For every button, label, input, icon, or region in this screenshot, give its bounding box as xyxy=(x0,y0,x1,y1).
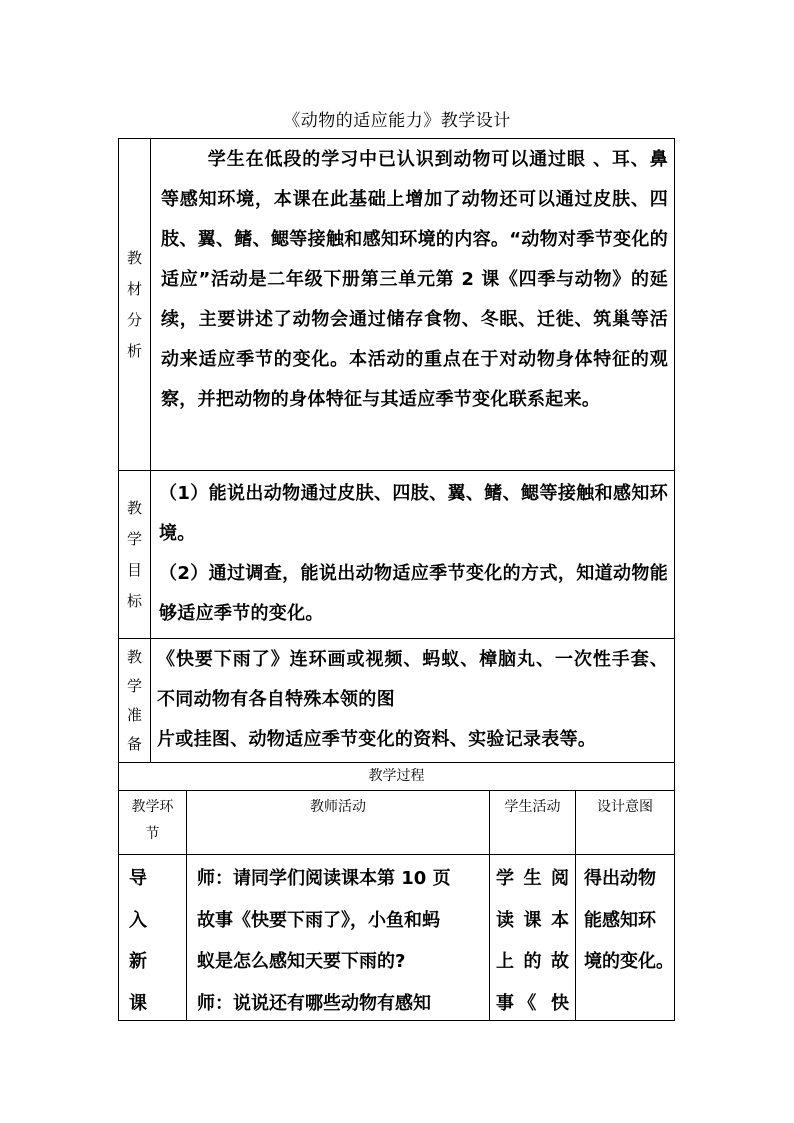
header-teacher: 教师活动 xyxy=(310,799,366,815)
row-divider xyxy=(118,854,675,855)
document-title: 《动物的适应能力》教学设计 xyxy=(283,111,511,131)
label-char: 教 xyxy=(126,248,142,267)
stage-char: 新 xyxy=(129,951,147,972)
materials-content xyxy=(151,140,674,470)
goal-item-2: （2）通过调查，能说出动物适应季节变化的方式，知道动物能够适应季节的变化。 xyxy=(159,563,668,624)
stage-char: 导 xyxy=(129,868,147,889)
preparation-line-2: 片或挂图、动物适应季节变化的资料、实验记录表等。 xyxy=(157,729,597,750)
teacher-activity-line: 师：请同学们阅读课本第 10 页 xyxy=(197,868,451,889)
design-intent-line: 境的变化。 xyxy=(584,951,674,972)
preparation-line-1: 《快要下雨了》连环画或视频、蚂蚁、樟脑丸、一次性手套、不同动物有各自特殊本领的图 xyxy=(157,649,668,710)
stage-char: 课 xyxy=(129,992,147,1014)
label-char: 分 xyxy=(126,310,142,329)
header-stage-line: 节 xyxy=(145,826,160,842)
label-char: 学 xyxy=(126,529,142,548)
label-char: 准 xyxy=(126,705,142,724)
student-activity-line: 上 的 故 xyxy=(496,951,569,972)
teacher-activity-cell xyxy=(187,856,489,1020)
goals-label xyxy=(119,471,150,638)
preparation-label xyxy=(119,639,150,762)
row-divider xyxy=(118,470,675,471)
label-char: 学 xyxy=(126,676,142,695)
materials-label xyxy=(119,139,150,470)
goals-content xyxy=(151,474,674,638)
header-stage xyxy=(119,791,186,854)
table-border-top xyxy=(118,138,675,139)
teacher-activity-line: 师：说说还有哪些动物有感知 xyxy=(197,992,431,1014)
student-activity-line: 读 课 本 xyxy=(496,909,569,931)
teacher-activity-line: 蚁是怎么感知天要下雨的? xyxy=(197,951,406,972)
label-char: 材 xyxy=(126,279,142,298)
row-divider xyxy=(118,638,675,639)
stage-char: 入 xyxy=(129,909,147,931)
label-char: 教 xyxy=(126,647,142,666)
teacher-activity-line: 故事《快要下雨了》，小鱼和蚂 xyxy=(197,909,440,931)
label-char: 目 xyxy=(126,560,142,579)
header-stage-line: 教学环 xyxy=(131,799,174,815)
stage-cell xyxy=(119,856,157,1020)
goal-item-1: （1）能说出动物通过皮肤、四肢、翼、鳍、鳃等接触和感知环境。 xyxy=(159,483,668,544)
header-student: 学生活动 xyxy=(504,799,561,815)
design-intent-cell xyxy=(576,856,686,1020)
label-char: 教 xyxy=(126,498,142,517)
header-intent: 设计意图 xyxy=(597,799,653,815)
label-char: 析 xyxy=(126,341,142,360)
design-intent-line: 能感知环 xyxy=(584,909,656,931)
label-char: 标 xyxy=(126,591,142,610)
label-char: 备 xyxy=(126,734,142,753)
table-border-bottom xyxy=(118,1020,675,1021)
lesson-plan-table xyxy=(118,138,675,1021)
student-activity-cell xyxy=(490,856,575,1020)
process-title: 教学过程 xyxy=(368,768,425,784)
student-activity-line: 事《 快 xyxy=(496,992,569,1014)
student-activity-line: 学 生 阅 xyxy=(496,868,569,889)
materials-text: 学生在低段的学习中已认识到动物可以通过眼 、耳、鼻等感知环境，本课在此基础上增加了动物还可以通过皮肤、四肢、翼、鳍、鳃等接触和感知环境的内容。“动物对季节变化的适应”活动是二年级下册第三单元第 2 课《四季与动物》的延续，主要讲述了动物会通过储存食物、冬眠、迁徙、筑巢等活动来适应季节的变化。本活动的重点在于对动物身体特征的观察，并把动物的身体特征与其适应季节变化联系起来。 xyxy=(161,149,668,410)
preparation-content xyxy=(151,640,674,762)
design-intent-line: 得出动物 xyxy=(584,868,656,889)
